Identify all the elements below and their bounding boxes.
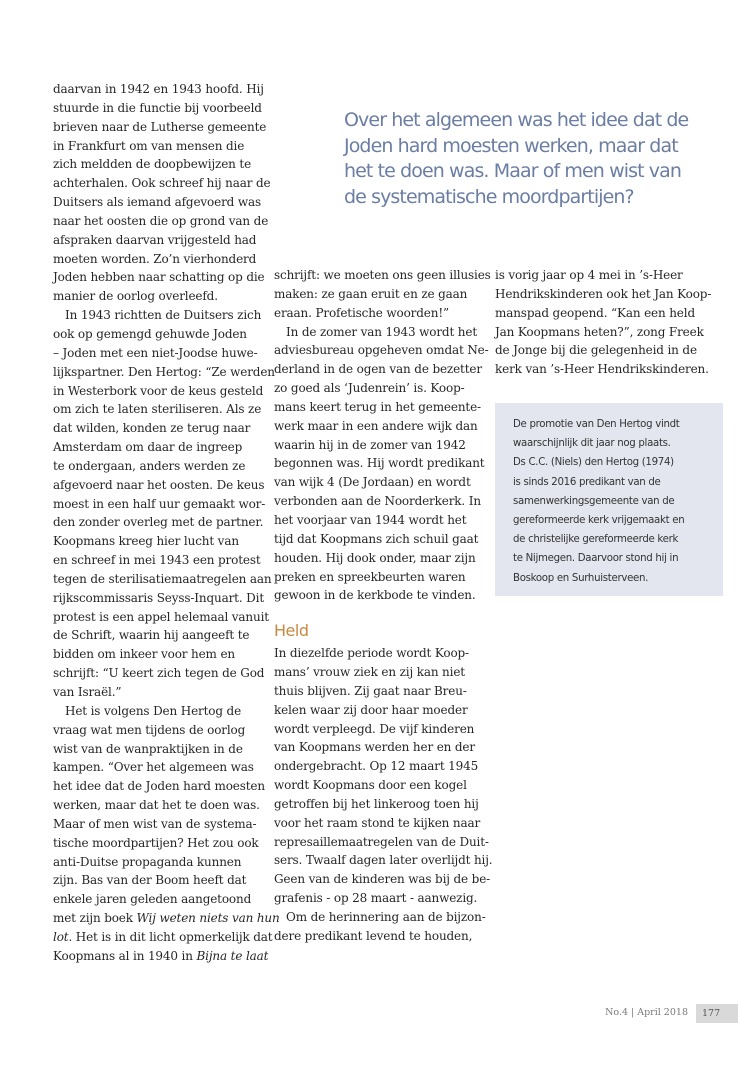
text-line: naar het oosten die op grond van de bbox=[53, 213, 269, 228]
text-line: zich meldden de doopbewijzen te bbox=[53, 157, 252, 172]
text-line: zo goed als ‘Judenrein’ is. Koop- bbox=[274, 381, 465, 396]
text-line: wordt verpleegd. De vijf kinderen bbox=[274, 721, 475, 736]
info-box-line: te Nijmegen. Daarvoor stond hij in bbox=[513, 553, 679, 565]
text-line: verbonden aan de Noorderkerk. In bbox=[274, 494, 481, 509]
pull-quote-line: het te doen was. Maar of men wist van bbox=[344, 160, 682, 182]
text-line: Amsterdam om daar de ingreep bbox=[53, 440, 243, 455]
text-line: begonnen was. Hij wordt predikant bbox=[274, 456, 485, 471]
info-box-line: Boskoop en Surhuisterveen. bbox=[513, 572, 649, 584]
section-heading: Held bbox=[274, 621, 309, 641]
text-line: Maar of men wist van de systema- bbox=[53, 816, 257, 831]
text-line: werken, maar dat het te doen was. bbox=[53, 798, 260, 813]
text-line: van Israël.” bbox=[53, 685, 122, 699]
text-line: sers. Twaalf dagen later overlijdt hij. bbox=[274, 853, 493, 868]
info-box-line: samenwerkingsgemeente van de bbox=[513, 495, 675, 507]
text-line: grafenis - op 28 maart - aanwezig. bbox=[274, 891, 478, 906]
text-line: het idee dat de Joden hard moesten bbox=[53, 779, 265, 794]
info-box-line: Ds C.C. (Niels) den Hertog (1974) bbox=[513, 457, 674, 469]
text-line: te ondergaan, anders werden ze bbox=[53, 458, 246, 473]
info-box-line: waarschijnlijk dit jaar nog plaats. bbox=[513, 438, 671, 450]
text-line: gewoon in de kerkbode te vinden. bbox=[274, 588, 476, 603]
text-line: waarin hij in de zomer van 1942 bbox=[274, 437, 466, 452]
text-line: Joden hebben naar schatting op die bbox=[53, 270, 265, 285]
text-line: anti-Duitse propaganda kunnen bbox=[53, 854, 242, 869]
text-line: schrijft: “U keert zich tegen de God bbox=[53, 666, 265, 681]
text-line: Het is volgens Den Hertog de bbox=[65, 703, 242, 718]
text-line: zijn. Bas van der Boom heeft dat bbox=[53, 873, 247, 888]
text-line: schrijft: we moeten ons geen illusies bbox=[274, 268, 491, 282]
pull-quote-line: Over het algemeen was het idee dat de bbox=[344, 109, 689, 131]
text-line: In de zomer van 1943 wordt het bbox=[286, 324, 477, 339]
text-line: moest in een half uur gemaakt wor- bbox=[53, 496, 266, 511]
text-line: wist van de wanpraktijken in de bbox=[53, 741, 243, 756]
info-box bbox=[495, 403, 723, 596]
text-line: tijd dat Koopmans zich schuil gaat bbox=[274, 531, 479, 546]
text-line: van Koopmans werden her en der bbox=[274, 740, 475, 755]
text-line: om zich te laten steriliseren. Als ze bbox=[53, 402, 262, 417]
paragraph bbox=[274, 644, 493, 908]
text-line: moeten worden. Zo’n vierhonderd bbox=[53, 251, 257, 266]
text-line: den zonder overleg met de partner. bbox=[53, 515, 264, 530]
paragraph bbox=[53, 306, 275, 702]
article-column-1 bbox=[53, 80, 280, 966]
text-line: werk maar in een andere wijk dan bbox=[274, 418, 478, 433]
text-line: met zijn boek Wij weten niets van hun bbox=[53, 911, 280, 926]
paragraph bbox=[495, 266, 712, 379]
paragraph bbox=[53, 702, 280, 966]
text-line: dere predikant levend te houden, bbox=[274, 928, 473, 943]
text-line: de Jonge bij die gelegenheid in de bbox=[495, 343, 697, 358]
text-line: Koopmans al in 1940 in Bijna te laat bbox=[53, 948, 269, 963]
text-line: In diezelfde periode wordt Koop- bbox=[274, 646, 469, 661]
text-line: tische moordpartijen? Het zou ook bbox=[53, 835, 259, 850]
paragraph bbox=[53, 80, 271, 306]
info-box-line: gereformeerde kerk vrijgemaakt en bbox=[513, 515, 685, 527]
page-number: 177 bbox=[696, 1004, 738, 1023]
info-box-line: is sinds 2016 predikant van de bbox=[513, 476, 661, 488]
text-line: voor het raam stond te kijken naar bbox=[274, 815, 481, 830]
text-line: tegen de sterilisatiemaatregelen aan bbox=[53, 571, 272, 586]
info-box-line: De promotie van Den Hertog vindt bbox=[513, 419, 680, 430]
text-line: represaillemaatregelen van de Duit- bbox=[274, 834, 489, 849]
text-line: in Frankfurt om van mensen die bbox=[53, 138, 245, 153]
paragraph bbox=[274, 323, 489, 606]
text-line: daarvan in 1942 en 1943 hoofd. Hij bbox=[53, 82, 264, 96]
text-line: Om de herinnering aan de bijzon- bbox=[286, 910, 486, 924]
info-box-line: de christelijke gereformeerde kerk bbox=[513, 534, 679, 546]
text-line: manspad geopend. “Kan een held bbox=[495, 305, 695, 320]
text-line: mans’ vrouw ziek en zij kan niet bbox=[274, 665, 465, 680]
text-line: kampen. “Over het algemeen was bbox=[53, 760, 254, 775]
text-line: Koopmans kreeg hier lucht van bbox=[53, 534, 239, 549]
text-line: Duitsers als iemand afgevoerd was bbox=[53, 195, 261, 210]
text-line: ook op gemengd gehuwde Joden bbox=[53, 326, 247, 341]
text-line: van wijk 4 (De Jordaan) en wordt bbox=[274, 475, 471, 490]
text-line: rijkscommissaris Seyss-Inquart. Dit bbox=[53, 590, 265, 605]
text-line: vraag wat men tijdens de oorlog bbox=[53, 722, 246, 737]
text-line: stuurde in die functie bij voorbeeld bbox=[53, 100, 262, 115]
text-line: derland in de ogen van de bezetter bbox=[274, 362, 482, 377]
text-line: dat wilden, konden ze terug naar bbox=[53, 421, 251, 436]
text-line: bidden om inkeer voor hem en bbox=[53, 647, 235, 662]
book-title: Bijna te laat bbox=[196, 948, 269, 963]
text-line: Jan Koopmans heten?”, zong Freek bbox=[495, 324, 704, 339]
text-line: In 1943 richtten de Duitsers zich bbox=[65, 308, 262, 323]
paragraph bbox=[274, 266, 491, 323]
text-line: eraan. Profetische woorden!” bbox=[274, 305, 449, 320]
text-line: kerk van ’s-Heer Hendrikskinderen. bbox=[495, 362, 709, 377]
text-line: enkele jaren geleden aangetoond bbox=[53, 892, 252, 907]
text-line: in Westerbork voor de keus gesteld bbox=[53, 383, 264, 398]
text-line: thuis blijven. Zij gaat naar Breu- bbox=[274, 683, 467, 698]
text-line: achterhalen. Ook schreef hij naar de bbox=[53, 176, 271, 191]
text-line: maken: ze gaan eruit en ze gaan bbox=[274, 286, 468, 301]
text-line: preken en spreekbeurten waren bbox=[274, 569, 466, 584]
text-line: ondergebracht. Op 12 maart 1945 bbox=[274, 759, 479, 774]
text-line: kelen waar zij door haar moeder bbox=[274, 702, 468, 717]
text-line: brieven naar de Lutherse gemeente bbox=[53, 119, 267, 134]
text-line: de Schrift, waarin hij aangeeft te bbox=[53, 628, 250, 643]
paragraph bbox=[274, 908, 484, 946]
book-title: Wij weten niets van hun bbox=[136, 911, 280, 926]
text-line: houden. Hij dook onder, maar zijn bbox=[274, 550, 476, 565]
text-line: afgevoerd naar het oosten. De keus bbox=[53, 477, 265, 492]
text-line: manier de oorlog overleefd. bbox=[53, 289, 218, 304]
text-line: afspraken daarvan vrijgesteld had bbox=[53, 232, 257, 247]
text-line: lijkspartner. Den Hertog: “Ze werden bbox=[53, 364, 275, 379]
text-line: lot. Het is in dit licht opmerkelijk dat bbox=[53, 929, 273, 944]
text-line: Hendrikskinderen ook het Jan Koop- bbox=[495, 286, 712, 301]
book-title: lot bbox=[53, 929, 69, 944]
text-line: het voorjaar van 1944 wordt het bbox=[274, 512, 467, 527]
text-line: adviesbureau opgeheven omdat Ne- bbox=[274, 343, 489, 358]
text-line: wordt Koopmans door een kogel bbox=[274, 778, 467, 793]
text-line: protest is een appel helemaal vanuit bbox=[53, 609, 269, 624]
issue-label: No.4 | April 2018 bbox=[605, 1007, 688, 1018]
article-column-3 bbox=[495, 266, 712, 379]
text-line: getroffen bij het linkeroog toen hij bbox=[274, 796, 479, 811]
pull-quote-line: Joden hard moesten werken, maar dat bbox=[344, 134, 678, 157]
text-line: – Joden met een niet-Joodse huwe- bbox=[53, 345, 258, 360]
pull-quote-line: de systematische moordpartijen? bbox=[344, 185, 634, 208]
pull-quote bbox=[344, 108, 689, 210]
text-line: en schreef in mei 1943 een protest bbox=[53, 553, 261, 568]
article-column-2 bbox=[274, 266, 493, 946]
text-line: mans keert terug in het gemeente- bbox=[274, 399, 481, 414]
text-line: Geen van de kinderen was bij de be- bbox=[274, 872, 491, 887]
text-line: is vorig jaar op 4 mei in ’s-Heer bbox=[495, 268, 683, 282]
